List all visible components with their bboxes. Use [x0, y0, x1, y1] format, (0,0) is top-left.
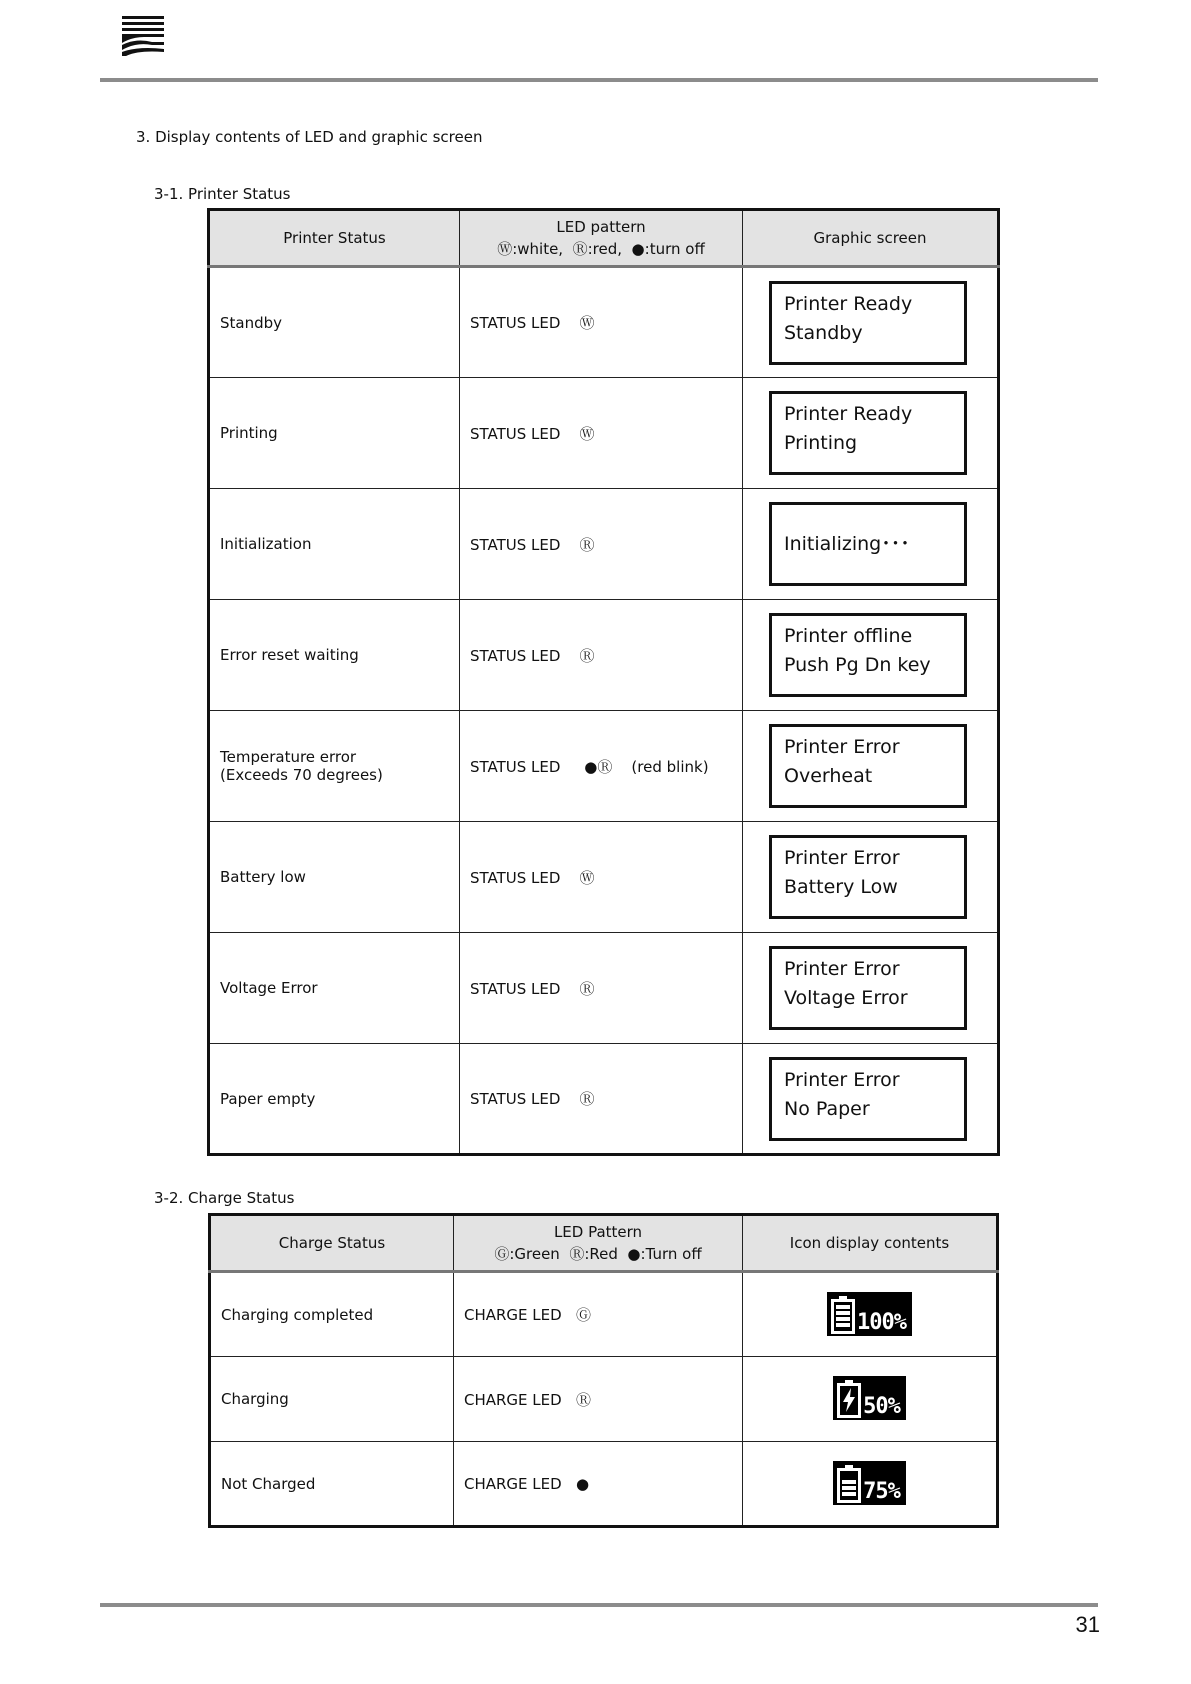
table-header-row: [210, 1215, 998, 1272]
status-label: Initialization: [209, 489, 460, 600]
lcd-line-1: Printer Error: [784, 736, 900, 758]
lcd-line-2: Battery Low: [784, 876, 898, 898]
charge-status-heading: 3-2. Charge Status: [154, 1189, 295, 1207]
table-row: [210, 1357, 998, 1442]
status-label: Paper empty: [209, 1044, 460, 1155]
graphic-screen-cell: [743, 1044, 999, 1155]
lcd-line-2: Push Pg Dn key: [784, 654, 931, 676]
graphic-screen-cell: [743, 600, 999, 711]
table-row: [209, 600, 999, 711]
led-pattern-legend: Ⓦ:white, Ⓡ:red, ●:turn off: [497, 240, 705, 258]
table-row: [209, 378, 999, 489]
header-rule: [100, 78, 1098, 82]
charge-status-table: [208, 1213, 999, 1528]
column-header-led-pattern: [454, 1215, 743, 1272]
led-pattern-legend: Ⓖ:Green Ⓡ:Red ●:Turn off: [494, 1245, 702, 1263]
table-row: [209, 822, 999, 933]
status-led-pattern: STATUS LED Ⓡ: [460, 933, 743, 1044]
section-heading: 3. Display contents of LED and graphic screen: [136, 128, 483, 146]
status-led-pattern: STATUS LED Ⓡ: [460, 1044, 743, 1155]
lcd-line-2: No Paper: [784, 1097, 870, 1120]
table-header-row: [209, 210, 999, 267]
graphic-screen-cell: [743, 267, 999, 378]
charge-led-pattern: CHARGE LED ●: [454, 1442, 743, 1527]
battery-percent: 100%: [857, 1309, 906, 1335]
battery-display: [833, 1376, 906, 1420]
lcd-line-1: Printer Error: [784, 958, 900, 980]
charge-status-label: Not Charged: [210, 1442, 454, 1527]
lcd-screen: [769, 391, 967, 475]
battery-charging-icon: [837, 1380, 861, 1418]
lcd-screen: [769, 1057, 967, 1141]
graphic-screen-cell: [743, 711, 999, 822]
lcd-line-1: Initializing･･･: [784, 532, 910, 555]
graphic-screen-cell: [743, 933, 999, 1044]
lcd-line-1: Printer Error: [784, 1068, 900, 1091]
lcd-line-2: Standby: [784, 321, 863, 344]
battery-percent: 50%: [863, 1394, 900, 1419]
table-row: [209, 1044, 999, 1155]
graphic-screen-cell: [743, 489, 999, 600]
status-led-pattern: STATUS LED Ⓡ: [460, 600, 743, 711]
lcd-screen: [769, 946, 967, 1030]
table-row: [209, 711, 999, 822]
table-row: [209, 267, 999, 378]
lcd-line-1: Printer Ready: [784, 292, 913, 315]
printer-status-heading: 3-1. Printer Status: [154, 185, 291, 203]
column-header-graphic-screen: Graphic screen: [743, 210, 999, 267]
lcd-screen: [769, 613, 967, 697]
lcd-line-2: Voltage Error: [784, 987, 908, 1009]
battery-three-quarter-icon: [837, 1465, 861, 1503]
status-label: Error reset waiting: [209, 600, 460, 711]
page-number: 31: [1075, 1612, 1100, 1637]
lcd-screen: [769, 835, 967, 919]
column-header-led-pattern: [460, 210, 743, 267]
graphic-screen-cell: [743, 378, 999, 489]
status-led-pattern: STATUS LED Ⓦ: [460, 267, 743, 378]
status-led-pattern: STATUS LED Ⓦ: [460, 822, 743, 933]
column-header-printer-status: Printer Status: [209, 210, 460, 267]
table-row: [209, 489, 999, 600]
led-pattern-title: LED pattern: [556, 218, 646, 236]
lcd-line-1: Printer Error: [784, 847, 900, 869]
table-row: [209, 933, 999, 1044]
lcd-line-2: Overheat: [784, 765, 873, 787]
graphic-screen-cell: [743, 822, 999, 933]
lcd-line-2: Printing: [784, 432, 858, 454]
status-label: Voltage Error: [209, 933, 460, 1044]
battery-percent: 75%: [863, 1478, 900, 1504]
table-row: [210, 1272, 998, 1357]
status-led-pattern: STATUS LED ●Ⓡ (red blink): [460, 711, 743, 822]
status-label: Printing: [209, 378, 460, 489]
battery-display: [827, 1292, 912, 1336]
lcd-screen: [769, 502, 967, 586]
status-led-pattern: STATUS LED Ⓡ: [460, 489, 743, 600]
company-logo: [122, 16, 164, 56]
column-header-icon-display: Icon display contents: [743, 1215, 998, 1272]
icon-display-cell: [743, 1272, 998, 1357]
lcd-line-1: Printer offline: [784, 625, 913, 647]
icon-display-cell: [743, 1357, 998, 1442]
footer-rule: [100, 1603, 1098, 1607]
battery-display: [833, 1461, 906, 1505]
column-header-charge-status: Charge Status: [210, 1215, 454, 1272]
battery-full-icon: [831, 1296, 855, 1334]
status-label: [209, 711, 460, 822]
table-row: [210, 1442, 998, 1527]
charge-status-label: Charging: [210, 1357, 454, 1442]
charge-led-pattern: CHARGE LED Ⓡ: [454, 1357, 743, 1442]
printer-status-table: [207, 208, 1000, 1156]
lcd-screen: [769, 724, 967, 808]
icon-display-cell: [743, 1442, 998, 1527]
led-pattern-title: LED Pattern: [553, 1223, 643, 1241]
lcd-screen: [769, 281, 967, 365]
status-label-line-1: Temperature error: [220, 748, 357, 766]
charge-led-pattern: CHARGE LED Ⓖ: [454, 1272, 743, 1357]
lcd-line-1: Printer Ready: [784, 403, 913, 425]
status-label-line-2: (Exceeds 70 degrees): [220, 766, 383, 784]
status-label: Standby: [209, 267, 460, 378]
charge-status-label: Charging completed: [210, 1272, 454, 1357]
status-led-pattern: STATUS LED Ⓦ: [460, 378, 743, 489]
status-label: Battery low: [209, 822, 460, 933]
